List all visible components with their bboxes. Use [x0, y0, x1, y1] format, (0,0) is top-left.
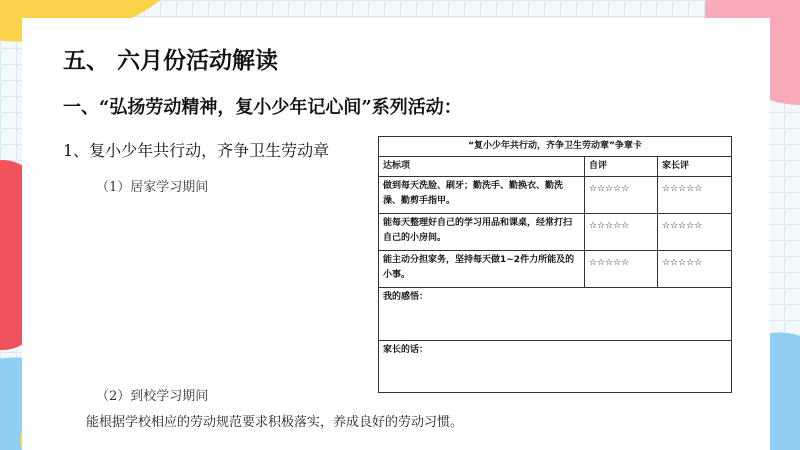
badge-card-table — [378, 136, 732, 393]
table-caption: “复小少年共行动，齐争卫生劳动章”争章卡 — [379, 137, 732, 157]
self-rating-stars[interactable]: ☆☆☆☆☆ — [585, 214, 658, 251]
table-row — [379, 177, 732, 214]
parent-words-row — [379, 341, 732, 393]
slide-subtitle: 一、“弘扬劳动精神，复小少年记心间”系列活动： — [63, 97, 462, 118]
self-rating-stars[interactable]: ☆☆☆☆☆ — [585, 251, 658, 288]
table-header-row — [379, 157, 732, 177]
activity-point: 1、复小少年共行动，齐争卫生劳动章 — [63, 141, 330, 160]
header-parent: 家长评 — [658, 157, 732, 177]
feeling-row — [379, 288, 732, 341]
slide-title: 五、 六月份活动解读 — [63, 47, 279, 74]
self-rating-stars[interactable]: ☆☆☆☆☆ — [585, 177, 658, 214]
parent-rating-stars[interactable]: ☆☆☆☆☆ — [658, 214, 732, 251]
parent-words-field[interactable]: 家长的话： — [379, 341, 732, 393]
row-item: 做到每天洗脸、刷牙；勤洗手、勤换衣、勤洗澡、勤剪手指甲。 — [379, 177, 585, 214]
row-item: 能主动分担家务，坚持每天做1~2件力所能及的小事。 — [379, 251, 585, 288]
header-item: 达标项 — [379, 157, 585, 177]
header-self: 自评 — [585, 157, 658, 177]
table-row — [379, 214, 732, 251]
period-home: （1）居家学习期间 — [96, 180, 209, 195]
row-item: 能每天整理好自己的学习用品和课桌，经常打扫自己的小房间。 — [379, 214, 585, 251]
parent-rating-stars[interactable]: ☆☆☆☆☆ — [658, 251, 732, 288]
table-row — [379, 251, 732, 288]
period-school: （2）到校学习期间 — [96, 389, 209, 404]
parent-rating-stars[interactable]: ☆☆☆☆☆ — [658, 177, 732, 214]
school-description: 能根据学校相应的劳动规范要求积极落实，养成良好的劳动习惯。 — [86, 415, 464, 430]
feeling-field[interactable]: 我的感悟： — [379, 288, 732, 341]
